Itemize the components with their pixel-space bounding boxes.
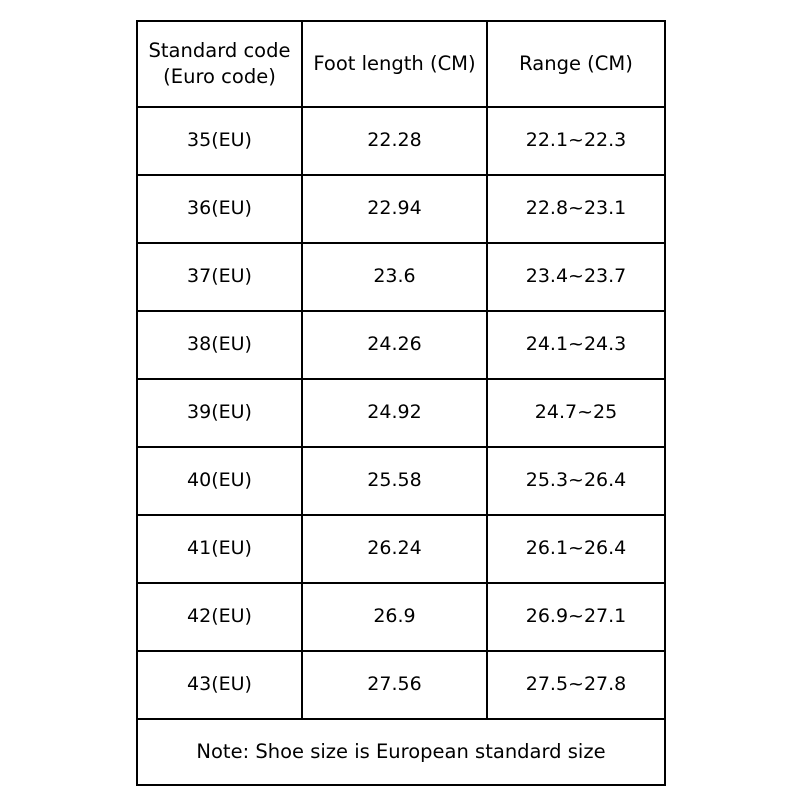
table-row [137, 243, 665, 311]
cell-range: 27.5~27.8 [487, 651, 665, 719]
cell-foot-length: 22.28 [302, 107, 487, 175]
table-row [137, 447, 665, 515]
table-header [137, 21, 665, 107]
cell-foot-length: 25.58 [302, 447, 487, 515]
cell-range: 22.1~22.3 [487, 107, 665, 175]
cell-standard-code: 38(EU) [137, 311, 302, 379]
table-note: Note: Shoe size is European standard size [137, 719, 665, 785]
cell-range: 23.4~23.7 [487, 243, 665, 311]
cell-range: 22.8~23.1 [487, 175, 665, 243]
cell-foot-length: 27.56 [302, 651, 487, 719]
cell-standard-code: 39(EU) [137, 379, 302, 447]
table-body [137, 107, 665, 719]
column-header-foot-length-label: Foot length (CM) [313, 51, 476, 75]
table-row [137, 515, 665, 583]
column-header-foot-length [302, 21, 487, 107]
table-row [137, 583, 665, 651]
cell-foot-length: 26.9 [302, 583, 487, 651]
cell-standard-code: 42(EU) [137, 583, 302, 651]
table-row [137, 311, 665, 379]
cell-foot-length: 22.94 [302, 175, 487, 243]
table-row [137, 379, 665, 447]
column-header-standard-code-line2: (Euro code) [163, 65, 276, 88]
cell-range: 26.9~27.1 [487, 583, 665, 651]
column-header-standard-code [137, 21, 302, 107]
table-note-row [137, 719, 665, 785]
shoe-size-table [136, 20, 666, 786]
cell-foot-length: 24.26 [302, 311, 487, 379]
cell-foot-length: 24.92 [302, 379, 487, 447]
table-header-row [137, 21, 665, 107]
table-row [137, 175, 665, 243]
cell-foot-length: 23.6 [302, 243, 487, 311]
table-footer [137, 719, 665, 785]
cell-range: 24.1~24.3 [487, 311, 665, 379]
cell-foot-length: 26.24 [302, 515, 487, 583]
cell-range: 25.3~26.4 [487, 447, 665, 515]
cell-standard-code: 37(EU) [137, 243, 302, 311]
table-row [137, 107, 665, 175]
table-row [137, 651, 665, 719]
column-header-range-label: Range (CM) [519, 51, 633, 75]
cell-range: 24.7~25 [487, 379, 665, 447]
column-header-standard-code-line1: Standard code [148, 38, 291, 62]
cell-standard-code: 41(EU) [137, 515, 302, 583]
cell-range: 26.1~26.4 [487, 515, 665, 583]
column-header-range [487, 21, 665, 107]
cell-standard-code: 35(EU) [137, 107, 302, 175]
size-chart-container [136, 20, 664, 786]
cell-standard-code: 36(EU) [137, 175, 302, 243]
cell-standard-code: 43(EU) [137, 651, 302, 719]
cell-standard-code: 40(EU) [137, 447, 302, 515]
